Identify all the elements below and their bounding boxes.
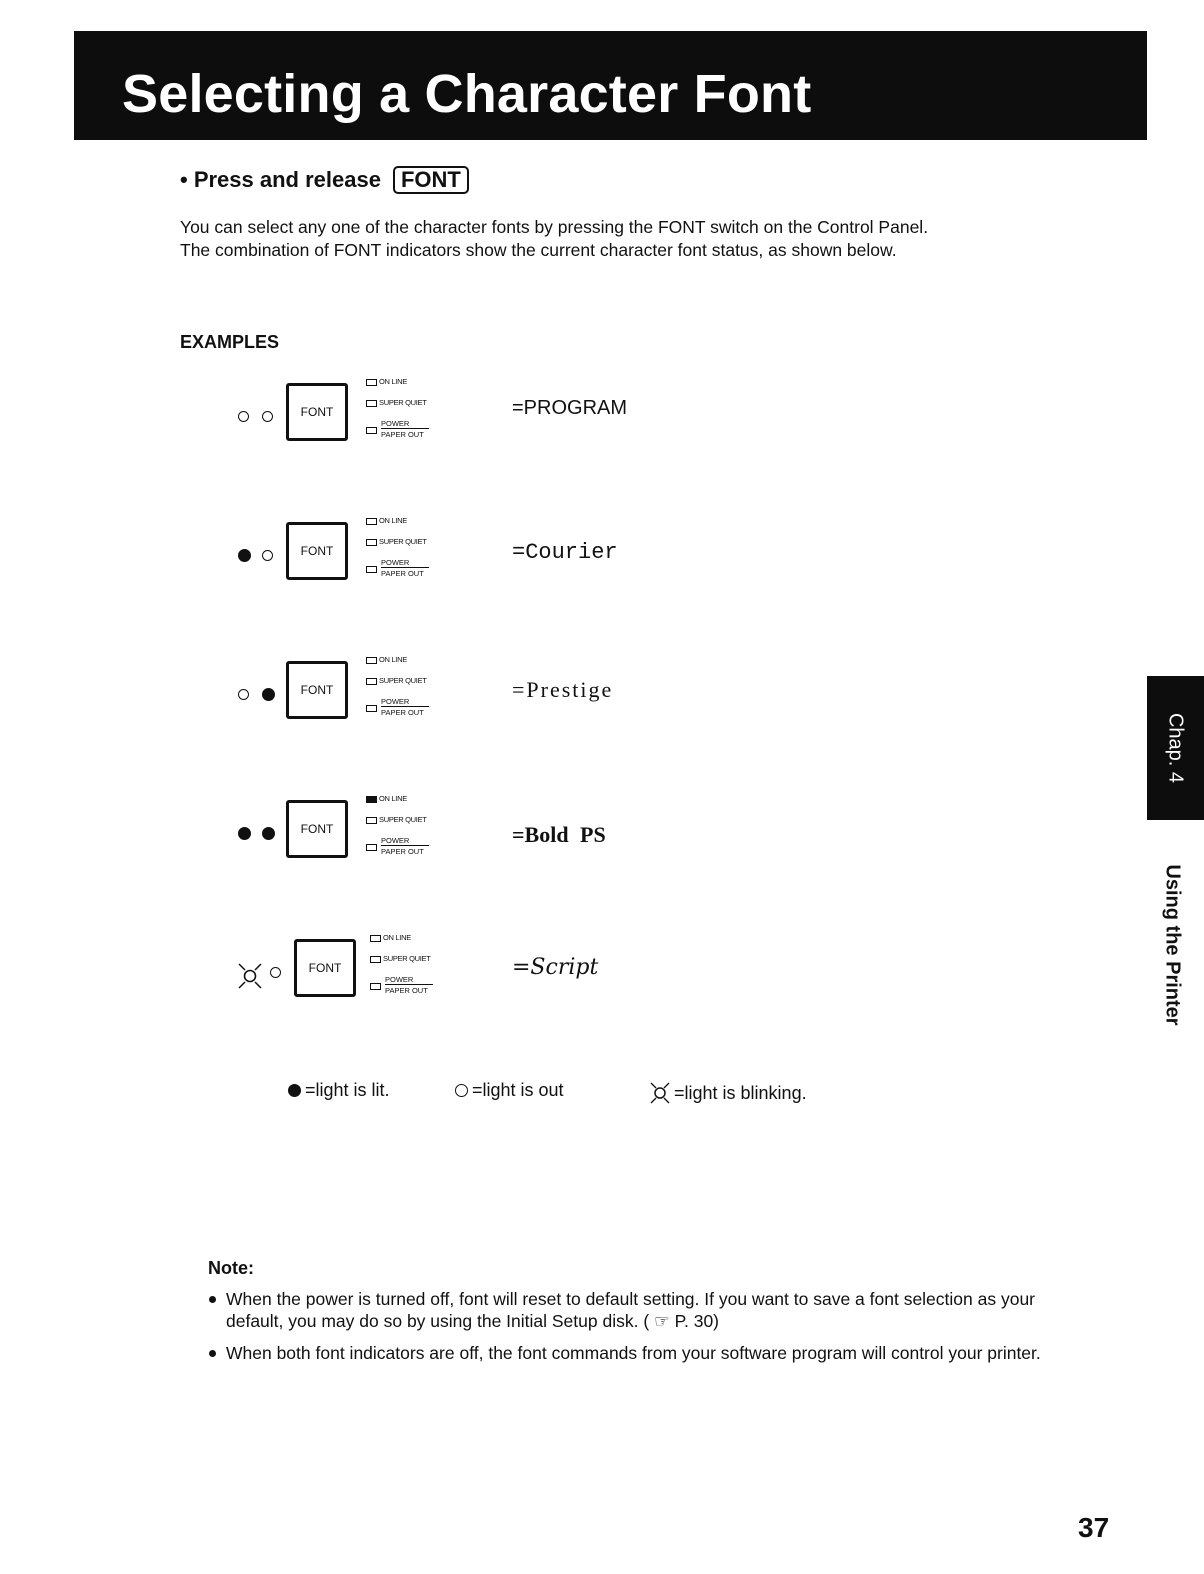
font-key: FONT bbox=[393, 166, 469, 194]
font-result: =Prestige bbox=[512, 677, 614, 702]
lamp-2-out-icon bbox=[270, 967, 281, 978]
font-result: =Bold PS bbox=[512, 822, 606, 847]
online-label: ON LINE bbox=[383, 933, 411, 942]
online-label: ON LINE bbox=[379, 516, 407, 525]
page-number: 37 bbox=[1078, 1512, 1110, 1543]
super-quiet-label: SUPER QUIET bbox=[379, 398, 427, 407]
indicator-panel bbox=[370, 934, 460, 998]
super-quiet-indicator-icon bbox=[366, 817, 377, 824]
intro-line: The combination of FONT indicators show the current character font status, as shown below. bbox=[180, 240, 897, 260]
legend-blinking-text: =light is blinking. bbox=[674, 1082, 807, 1103]
font-button-icon: FONT bbox=[286, 800, 348, 858]
example-row bbox=[230, 655, 750, 751]
power-label: POWER bbox=[381, 559, 429, 568]
legend-lit-text: =light is lit. bbox=[305, 1080, 390, 1100]
intro-paragraph bbox=[180, 216, 1080, 262]
lamp-1-lit-icon bbox=[238, 827, 251, 840]
lamp-1-out-icon bbox=[238, 411, 249, 422]
note-heading: Note: bbox=[208, 1258, 254, 1278]
power-label: POWER bbox=[381, 420, 429, 429]
paper-out-label: PAPER OUT bbox=[381, 569, 424, 578]
online-indicator-lit-icon bbox=[366, 796, 377, 803]
online-indicator-icon bbox=[366, 657, 377, 664]
lamp-1-blinking-icon bbox=[236, 959, 264, 993]
font-lamps bbox=[230, 822, 290, 852]
super-quiet-label: SUPER QUIET bbox=[383, 954, 431, 963]
note-item: When the power is turned off, font will reset to default setting. If you want to save a font selection as your default, you may do so by using the Initial Setup disk. ( ☞ P. 30) bbox=[208, 1288, 1068, 1332]
online-indicator-icon bbox=[366, 379, 377, 386]
super-quiet-label: SUPER QUIET bbox=[379, 676, 427, 685]
indicator-panel bbox=[366, 517, 456, 581]
note-list bbox=[208, 1288, 1068, 1374]
chapter-tab bbox=[1147, 676, 1204, 820]
power-indicator-icon bbox=[370, 983, 381, 990]
online-indicator-icon bbox=[370, 935, 381, 942]
chapter-label: Chap. 4 bbox=[1164, 712, 1187, 784]
paper-out-label: PAPER OUT bbox=[381, 708, 424, 717]
legend-out-text: =light is out bbox=[472, 1080, 564, 1100]
online-indicator-icon bbox=[366, 518, 377, 525]
paper-out-label: PAPER OUT bbox=[381, 430, 424, 439]
note-item: When both font indicators are off, the font commands from your software program will control your printer. bbox=[208, 1342, 1068, 1364]
power-label: POWER bbox=[381, 837, 429, 846]
font-button-icon: FONT bbox=[286, 661, 348, 719]
paper-out-label: PAPER OUT bbox=[381, 847, 424, 856]
instruction bbox=[180, 166, 469, 194]
power-indicator-icon bbox=[366, 427, 377, 434]
online-label: ON LINE bbox=[379, 377, 407, 386]
font-result: =Courier bbox=[512, 540, 618, 565]
legend-lit bbox=[288, 1080, 390, 1101]
lamp-2-out-icon bbox=[262, 550, 273, 561]
font-lamps bbox=[230, 544, 290, 574]
instruction-text: • Press and release bbox=[180, 167, 381, 192]
paper-out-label: PAPER OUT bbox=[385, 986, 428, 995]
super-quiet-indicator-icon bbox=[366, 539, 377, 546]
page-title: Selecting a Character Font bbox=[122, 64, 812, 124]
lamp-2-lit-icon bbox=[262, 688, 275, 701]
example-row bbox=[230, 516, 750, 612]
example-row bbox=[230, 377, 750, 473]
power-label: POWER bbox=[385, 976, 433, 985]
example-row bbox=[230, 933, 750, 1029]
examples-heading: EXAMPLES bbox=[180, 332, 280, 352]
lamp-2-out-icon bbox=[262, 411, 273, 422]
lamp-1-lit-icon bbox=[238, 549, 251, 562]
font-button-icon: FONT bbox=[294, 939, 356, 997]
indicator-panel bbox=[366, 795, 456, 859]
font-button-icon: FONT bbox=[286, 383, 348, 441]
super-quiet-indicator-icon bbox=[370, 956, 381, 963]
font-result: =PROGRAM bbox=[512, 397, 628, 419]
power-label: POWER bbox=[381, 698, 429, 707]
font-lamps bbox=[230, 683, 290, 713]
intro-line: You can select any one of the character fonts by pressing the FONT switch on the Control Panel. bbox=[180, 217, 929, 237]
blinking-light-icon bbox=[648, 1080, 672, 1106]
super-quiet-label: SUPER QUIET bbox=[379, 815, 427, 824]
lit-light-icon bbox=[288, 1084, 301, 1097]
indicator-panel bbox=[366, 656, 456, 720]
font-button-icon: FONT bbox=[286, 522, 348, 580]
font-lamps bbox=[230, 961, 290, 991]
online-label: ON LINE bbox=[379, 794, 407, 803]
super-quiet-indicator-icon bbox=[366, 400, 377, 407]
title-bar bbox=[74, 31, 1147, 140]
example-row bbox=[230, 794, 750, 890]
indicator-panel bbox=[366, 378, 456, 442]
online-label: ON LINE bbox=[379, 655, 407, 664]
power-indicator-icon bbox=[366, 844, 377, 851]
lamp-1-out-icon bbox=[238, 689, 249, 700]
super-quiet-indicator-icon bbox=[366, 678, 377, 685]
out-light-icon bbox=[455, 1084, 468, 1097]
font-lamps bbox=[230, 405, 290, 435]
section-label: Using the Printer bbox=[1161, 864, 1184, 1026]
legend-out bbox=[455, 1080, 564, 1101]
lamp-2-lit-icon bbox=[262, 827, 275, 840]
super-quiet-label: SUPER QUIET bbox=[379, 537, 427, 546]
power-indicator-icon bbox=[366, 705, 377, 712]
power-indicator-icon bbox=[366, 566, 377, 573]
font-result: =Script bbox=[512, 955, 599, 980]
legend-blinking bbox=[648, 1080, 807, 1106]
